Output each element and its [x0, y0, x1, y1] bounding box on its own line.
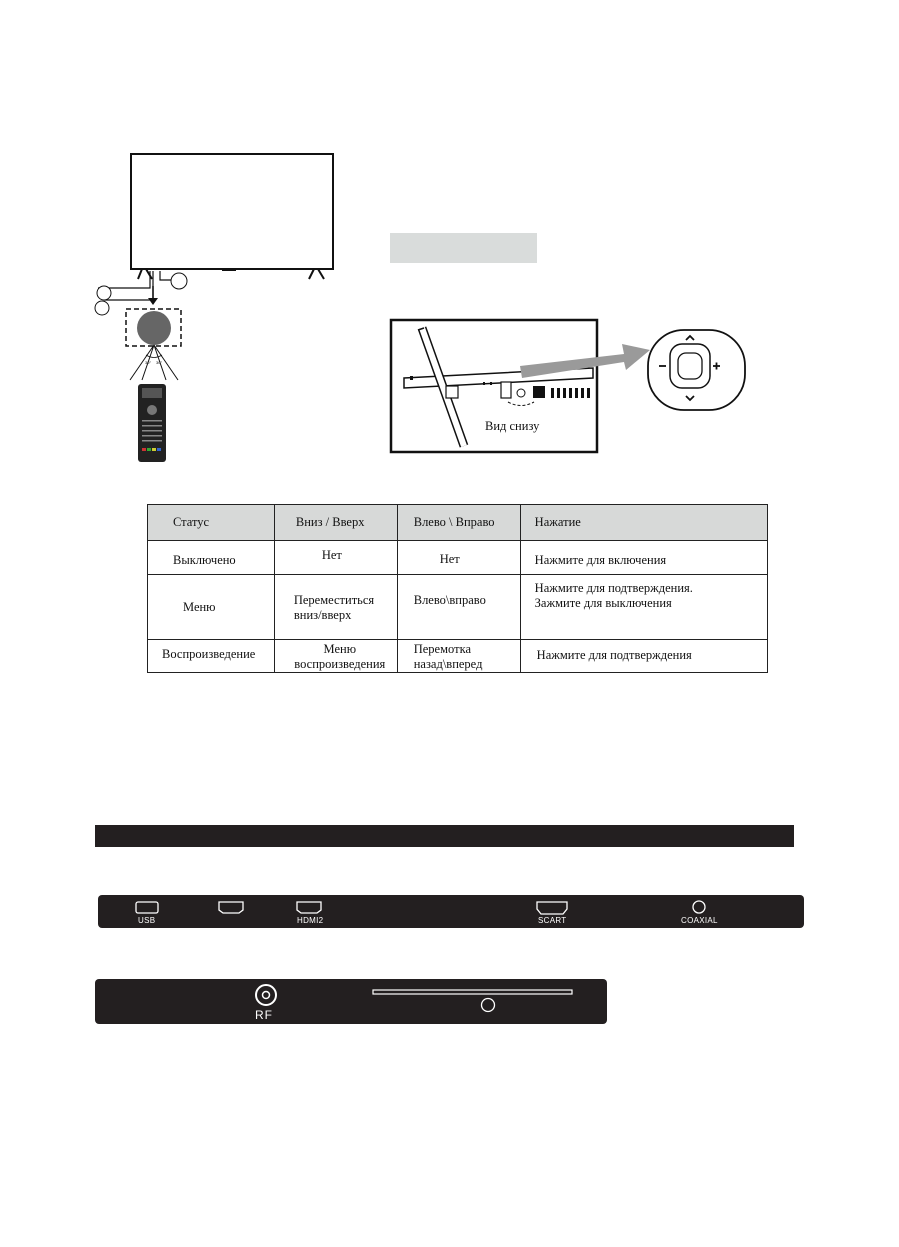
rf-label: RF [255, 1008, 273, 1022]
svg-text:30°: 30° [156, 360, 163, 365]
hdmi2-port-icon [297, 902, 321, 913]
callout-circle-1 [97, 286, 111, 300]
table-header-row [148, 505, 768, 541]
table-cell: Воспроизведение [148, 640, 275, 673]
coaxial-label: COAXIAL [681, 916, 718, 925]
scart-label: SCART [538, 916, 567, 925]
callout-circle-2 [95, 301, 109, 315]
usb-label: USB [138, 916, 156, 925]
ir-sensor [137, 311, 171, 345]
svg-text:30°: 30° [145, 360, 152, 365]
scart-port-icon [537, 902, 567, 914]
table-cell: Перемотка назад\вперед [397, 640, 520, 673]
table-cell: Влево\вправо [397, 575, 520, 640]
bottom-ports-icons [95, 979, 607, 1024]
gray-label-bar [390, 233, 537, 263]
arrow-down-icon [148, 298, 158, 305]
table-cell: Нет [274, 541, 397, 575]
hdmi1-port-icon [219, 902, 243, 913]
table-cell: Нажмите для подтверждения [520, 640, 767, 673]
remote-control-icon [138, 384, 166, 462]
bottom-view-diagram [388, 316, 748, 456]
tv-remote-diagram [90, 148, 350, 468]
indicator-circle-icon [482, 999, 495, 1012]
table-row [148, 640, 768, 673]
table-row [148, 575, 768, 640]
table-cell: Нажмите для подтверждения. Зажмите для выключения [520, 575, 767, 640]
table-cell: Меню воспроизведения [274, 640, 397, 673]
table-cell: Нажмите для включения [520, 541, 767, 575]
bottom-ports-panel [95, 979, 607, 1024]
table-cell: Нет [397, 541, 520, 575]
tv-screen [131, 154, 333, 269]
table-header-cell: Влево \ Вправо [397, 505, 520, 541]
joystick-icon [648, 330, 745, 410]
section-header-bar [95, 825, 794, 847]
coaxial-port-icon [693, 901, 705, 913]
table-header-cell: Нажатие [520, 505, 767, 541]
usb-port-icon [136, 902, 158, 913]
table-header-cell: Вниз / Вверх [274, 505, 397, 541]
table-header-cell: Статус [148, 505, 275, 541]
bottom-view-label: Вид снизу [485, 419, 540, 433]
table-cell: Переместиться вниз/вверх [274, 575, 397, 640]
control-table [147, 504, 768, 673]
side-ports-panel [98, 895, 804, 928]
table-row [148, 541, 768, 575]
rf-port-icon [256, 985, 276, 1005]
slot-bar [373, 990, 572, 994]
callout-circle-3 [171, 273, 187, 289]
table-cell: Меню [148, 575, 275, 640]
table-cell: Выключено [148, 541, 275, 575]
tv-stand-right [309, 269, 324, 279]
hdmi2-label: HDMI2 [297, 916, 324, 925]
